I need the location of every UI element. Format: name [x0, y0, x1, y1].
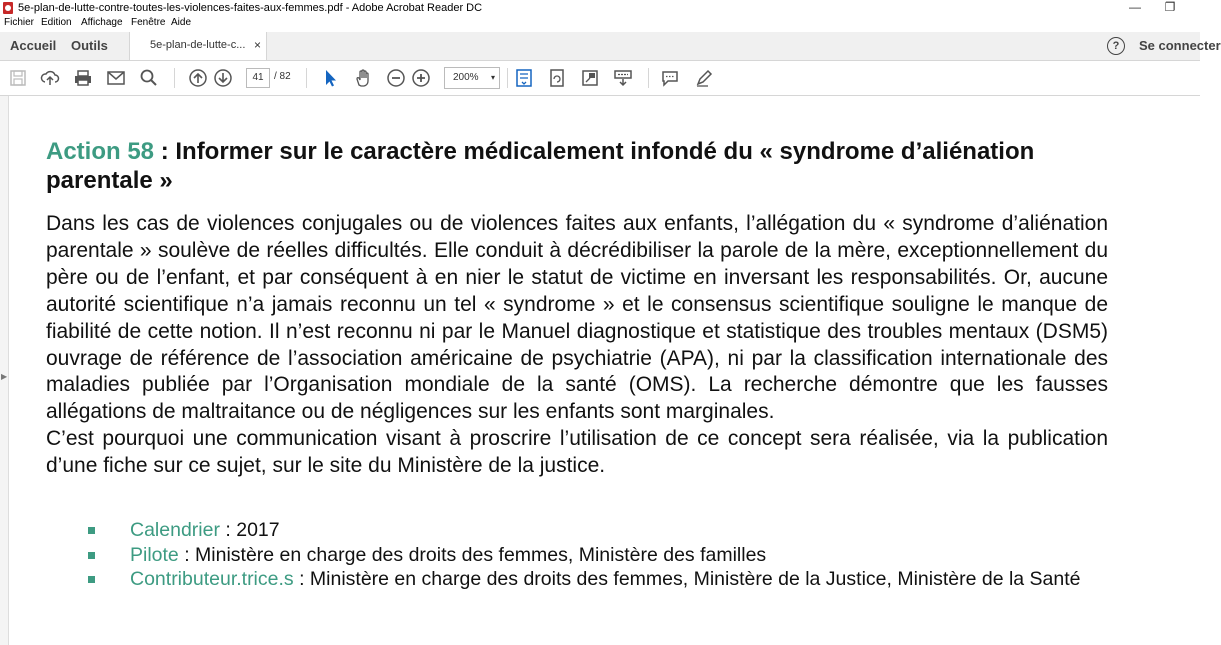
list-item — [88, 543, 1110, 568]
action-details-list — [88, 518, 1110, 592]
tab-document[interactable] — [129, 32, 267, 60]
restore-button[interactable]: ❐ — [1164, 0, 1176, 14]
search-icon[interactable] — [139, 68, 159, 88]
upload-icon[interactable] — [40, 68, 60, 88]
page-number-input[interactable]: 41 — [246, 68, 270, 88]
scroll-mode-icon[interactable] — [613, 68, 633, 88]
left-panel-toggle[interactable] — [0, 96, 9, 645]
zoom-select[interactable] — [444, 67, 500, 89]
tab-home[interactable]: Accueil — [10, 38, 57, 53]
chevron-down-icon: ▾ — [490, 73, 495, 82]
menu-fenetre[interactable]: Fenêtre — [131, 17, 166, 28]
action-heading — [46, 137, 1110, 195]
menu-edition[interactable]: Edition — [41, 17, 72, 28]
list-item — [88, 567, 1110, 592]
hand-tool-icon[interactable] — [353, 68, 373, 88]
action-number: Action 58 — [46, 138, 155, 165]
pen-icon[interactable] — [694, 68, 714, 88]
window-title: 5e-plan-de-lutte-contre-toutes-les-violences-faites-aux-femmes.pdf - Adobe Acrobat Reader DC — [18, 2, 483, 14]
menu-bar — [0, 16, 1200, 32]
rotate-icon[interactable] — [547, 68, 567, 88]
document-tab-label: 5e-plan-de-lutte-c... — [150, 39, 246, 51]
paragraph: Dans les cas de violences conjugales ou de violences faites aux enfants, l’allégation du « syndrome d’aliénation parentale » soulève de réelles difficultés. Elle conduit à décrédibiliser la parole de la mère, exceptionnellement du père ou de l’enfant, et par conséquent à en nier le statut de victime en inversant les responsabilités. Or, aucune autorité scientifique n’a jamais reconnu un tel « syndrome » et le consensus scientifique souligne le manque de fiabilité de cette notion. Il n’est reconnu ni par le Manuel diagnostique et statistique des troubles mentaux (DSM5) ouvrage de référence de l’association américaine de psychiatrie (APA), ni par la classification internationale des maladies publiée par l’Organisation mondiale de la santé (OMS). La recherche démontre que les fausses allégations de maltraitance ou de négligences sur les enfants sont marginales. — [46, 212, 1108, 424]
close-icon[interactable]: × — [253, 38, 261, 52]
save-icon[interactable] — [8, 68, 28, 88]
toolbar-separator — [648, 68, 649, 88]
help-icon[interactable]: ? — [1107, 37, 1125, 55]
zoom-out-icon[interactable] — [386, 68, 406, 88]
acrobat-pdf-icon — [3, 2, 13, 14]
paragraph: C’est pourquoi une communication visant à proscrire l’utilisation de ce concept sera réalisée, via la publication d’une fiche sur ce sujet, sur le site du Ministère de la justice. — [46, 427, 1108, 478]
next-page-icon[interactable] — [213, 68, 233, 88]
print-icon[interactable] — [73, 68, 93, 88]
menu-fichier[interactable]: Fichier — [4, 17, 35, 28]
toolbar-separator — [174, 68, 175, 88]
bullet-text: : Ministère en charge des droits des femmes, Ministère des familles — [178, 543, 767, 566]
action-title: : Informer sur le caractère médicalement infondé du « syndrome d’aliénation parentale » — [46, 138, 1035, 194]
bullet-label: Calendrier — [130, 519, 220, 541]
select-cursor-icon[interactable] — [320, 68, 340, 88]
fit-page-icon[interactable] — [514, 68, 534, 88]
list-item — [88, 518, 1110, 543]
bullet-label: Contributeur.trice.s — [130, 568, 294, 590]
bullet-square-icon — [88, 552, 95, 559]
email-icon[interactable] — [106, 68, 126, 88]
prev-page-icon[interactable] — [188, 68, 208, 88]
body-text — [46, 211, 1108, 480]
bullet-label: Pilote — [130, 543, 179, 566]
menu-affichage[interactable]: Affichage — [81, 17, 123, 28]
bullet-square-icon — [88, 576, 95, 583]
bullet-text: : Ministère en charge des droits des femmes, Ministère de la Justice, Ministère de la Santé — [293, 568, 1081, 590]
toolbar-separator — [306, 68, 307, 88]
bullet-square-icon — [88, 527, 95, 534]
zoom-in-icon[interactable] — [411, 68, 431, 88]
comment-icon[interactable] — [660, 68, 680, 88]
sign-in-link[interactable]: Se connecter — [1139, 38, 1221, 53]
expand-panel-icon[interactable]: ▶ — [1, 372, 8, 381]
tab-bar — [0, 32, 1221, 61]
tab-tools[interactable]: Outils — [71, 38, 108, 53]
minimize-button[interactable]: — — [1129, 0, 1141, 14]
document-view[interactable] — [0, 96, 1200, 645]
zoom-value: 200% — [453, 72, 479, 83]
toolbar — [0, 61, 1200, 96]
menu-aide[interactable]: Aide — [171, 17, 192, 28]
title-bar — [0, 0, 1200, 16]
page-total: / 82 — [274, 71, 291, 82]
fullscreen-icon[interactable] — [580, 68, 600, 88]
toolbar-separator — [507, 68, 508, 88]
bullet-text: : 2017 — [219, 519, 280, 541]
